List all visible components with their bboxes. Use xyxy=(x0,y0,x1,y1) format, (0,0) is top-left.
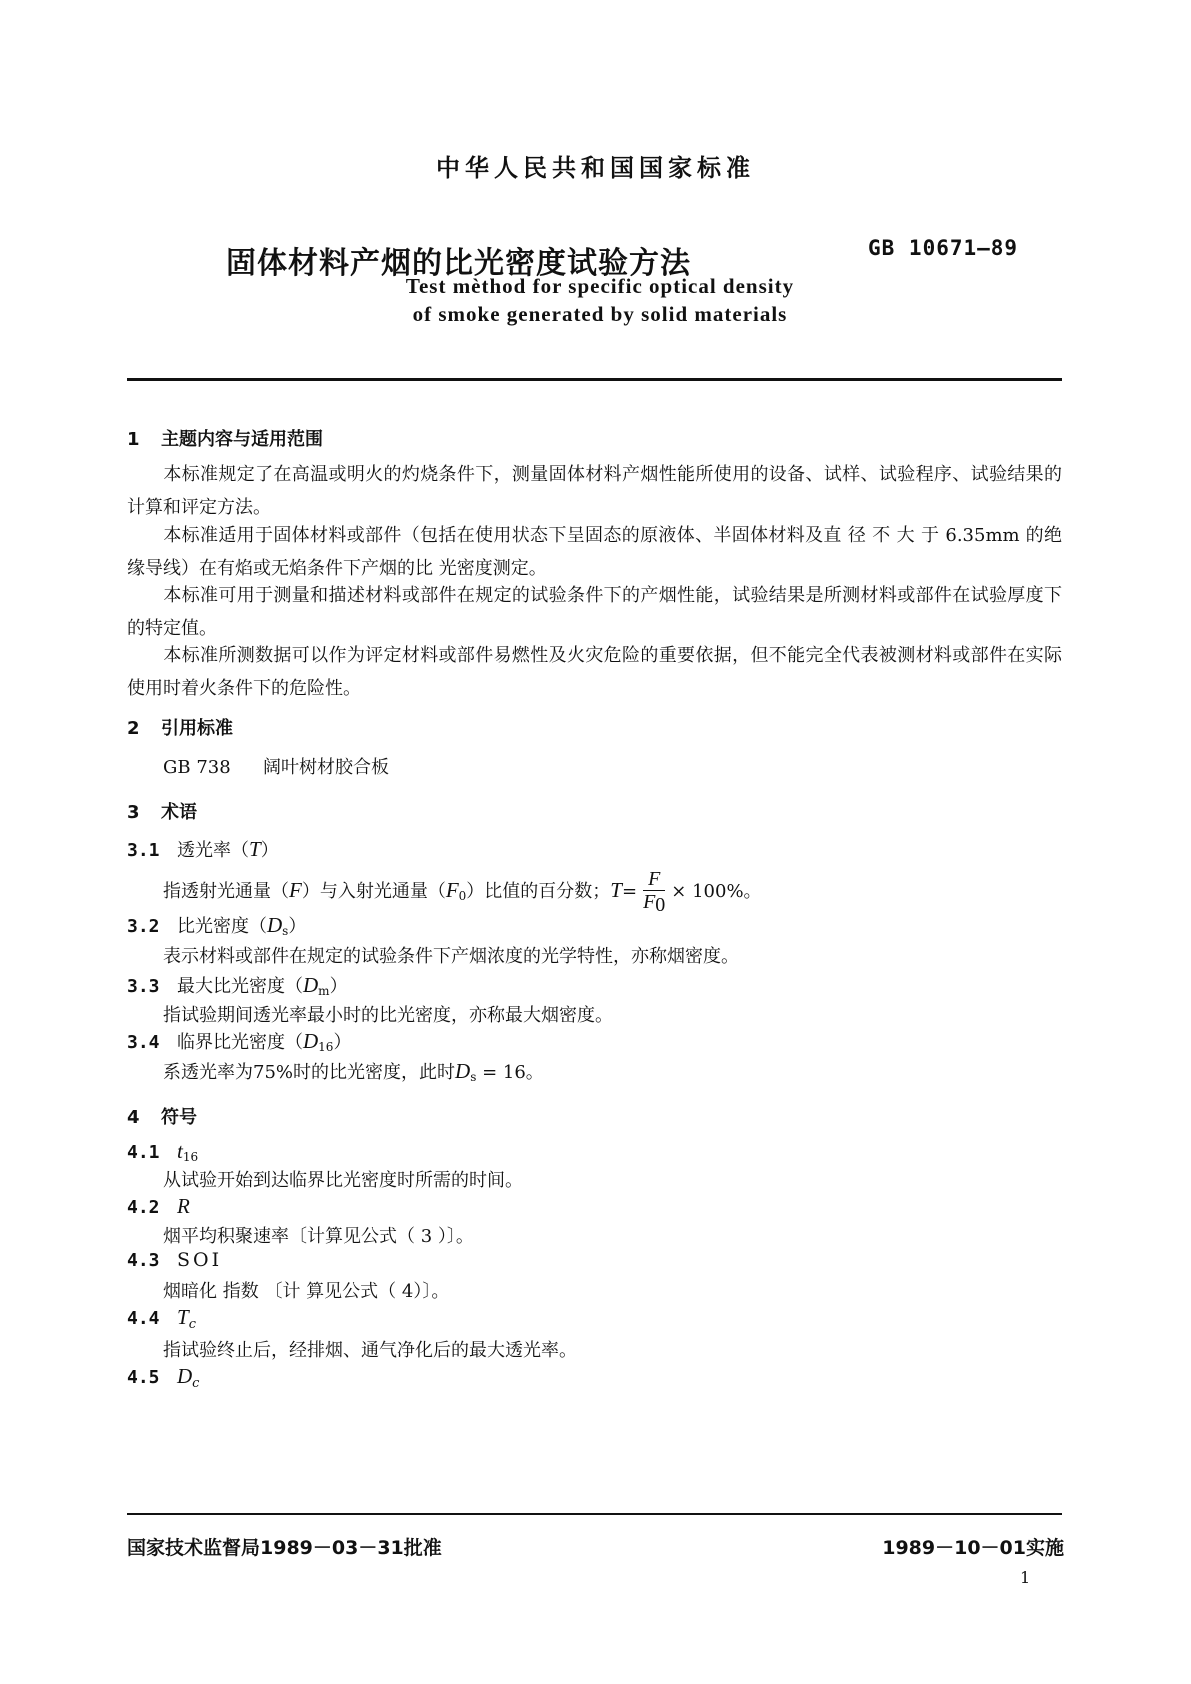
symbol-name: t xyxy=(177,1139,183,1163)
reference-code: GB 738 xyxy=(163,757,231,778)
paragraph-text: 本标准适用于固体材料或部件（包括在使用状态下呈固态的原液体、半固体材料及直 径 不 大 于 6.35mm 的绝缘导线）在有焰或无焰条件下产烟的比 光密度测定。 xyxy=(127,525,1062,579)
item-number: 4.3 xyxy=(127,1250,160,1271)
term-subscript: m xyxy=(318,984,330,998)
item-number: 3.1 xyxy=(127,840,160,861)
paragraph-text: 本标准所测数据可以作为评定材料或部件易燃性及火灾危险的重要依据，但不能完全代表被测材料或部件在实际使用时着火条件下的危险性。 xyxy=(127,645,1062,699)
standard-header: 中华人民共和国国家标准 xyxy=(436,154,755,182)
section-number: 3 xyxy=(127,802,140,823)
item-number: 4.1 xyxy=(127,1142,160,1163)
term-symbol: T xyxy=(249,837,261,861)
term-label: 最大比光密度（ xyxy=(177,976,303,997)
formula-tail: × 100%。 xyxy=(671,881,762,902)
section-number: 4 xyxy=(127,1107,140,1128)
implementation-date: 1989－10－01实施 xyxy=(882,1537,1064,1559)
symbol-4-4-definition: 指试验终止后，经排烟、通气净化后的最大透光率。 xyxy=(163,1340,577,1361)
formula-equals: = xyxy=(621,881,638,902)
term-symbol: D xyxy=(303,1029,319,1053)
section-1-paragraph-4 xyxy=(127,639,1062,705)
term-label: 透光率（ xyxy=(177,840,249,861)
symbol-subscript: s xyxy=(470,1070,477,1084)
paragraph-text: 本标准规定了在高温或明火的灼烧条件下，测量固体材料产烟性能所使用的设备、试样、试验程序、试验结果的计算和评定方法。 xyxy=(127,464,1062,518)
term-3-2 xyxy=(127,912,306,938)
symbol-4-1 xyxy=(127,1139,198,1164)
term-3-1 xyxy=(127,836,279,862)
symbol-name: T xyxy=(177,1305,189,1329)
item-number: 3.3 xyxy=(127,976,160,997)
section-number: 1 xyxy=(127,429,140,450)
symbol-Ds: D xyxy=(455,1059,471,1083)
reference-standard xyxy=(163,753,389,779)
symbol-subscript: c xyxy=(188,1317,196,1332)
term-close: ） xyxy=(288,916,307,937)
symbol-4-3-definition: 烟暗化 指数 〔计 算见公式（ 4）〕。 xyxy=(163,1281,450,1302)
section-2-heading xyxy=(127,714,233,740)
section-title: 引用标准 xyxy=(161,718,233,739)
formula-fraction xyxy=(643,868,665,916)
definition-text: 系透光率为75%时的比光密度，此时 xyxy=(163,1062,456,1083)
symbol-4-5 xyxy=(127,1364,199,1391)
symbol-name: SOI xyxy=(177,1249,223,1271)
symbol-4-4 xyxy=(127,1305,196,1332)
term-3-4 xyxy=(127,1028,351,1054)
section-4-heading xyxy=(127,1103,197,1129)
term-3-4-definition xyxy=(163,1058,544,1084)
section-title: 主题内容与适用范围 xyxy=(161,429,323,450)
symbol-subscript: 16 xyxy=(182,1150,199,1164)
section-1-heading xyxy=(127,425,323,451)
title-english-line-1: Test mèthod for specific optical density xyxy=(405,274,795,298)
term-symbol: D xyxy=(267,913,283,937)
header-rule xyxy=(127,378,1062,381)
section-title: 术语 xyxy=(161,802,197,823)
term-symbol: D xyxy=(303,973,319,997)
paragraph-text: 本标准可用于测量和描述材料或部件在规定的试验条件下的产烟性能，试验结果是所测材料或部件在试验厚度下的特定值。 xyxy=(127,585,1062,639)
term-subscript: 16 xyxy=(318,1040,334,1054)
symbol-name: D xyxy=(177,1364,193,1388)
term-3-3 xyxy=(127,972,348,998)
symbol-F: F xyxy=(289,878,302,902)
item-number: 4.2 xyxy=(127,1197,160,1218)
term-label: 比光密度（ xyxy=(177,916,267,937)
footer-rule xyxy=(127,1513,1062,1515)
denominator-subscript: 0 xyxy=(655,894,666,916)
term-close: ） xyxy=(333,1032,352,1053)
definition-text: ）比值的百分数； xyxy=(466,881,611,902)
formula-T: T xyxy=(610,878,622,902)
title-english-line-2: of smoke generated by solid materials xyxy=(412,302,788,326)
item-number: 4.5 xyxy=(127,1367,160,1388)
term-subscript: s xyxy=(282,924,289,938)
symbol-F0: F xyxy=(445,878,459,902)
symbol-subscript: c xyxy=(192,1376,200,1391)
term-3-1-definition xyxy=(163,868,762,916)
symbol-4-3 xyxy=(127,1249,222,1271)
definition-text: = 16。 xyxy=(476,1062,544,1083)
section-1-paragraph-3 xyxy=(127,579,1062,645)
symbol-4-2 xyxy=(127,1194,190,1219)
reference-name: 阔叶树材胶合板 xyxy=(263,757,389,778)
fraction-denominator xyxy=(643,890,665,916)
definition-text: ）与入射光通量（ xyxy=(301,881,446,902)
term-3-3-definition: 指试验期间透光率最小时的比光密度，亦称最大烟密度。 xyxy=(163,1005,613,1026)
fraction-numerator: F xyxy=(648,868,661,890)
symbol-4-2-definition: 烟平均积聚速率〔计算见公式（ 3 ）〕。 xyxy=(163,1226,474,1247)
item-number: 3.2 xyxy=(127,916,160,937)
page-number: 1 xyxy=(1020,1568,1031,1587)
title-chinese: 固体材料产烟的比光密度试验方法 xyxy=(226,246,691,281)
standard-number: GB 10671—89 xyxy=(868,236,1019,260)
term-close: ） xyxy=(260,840,279,861)
approval-date: 国家技术监督局1989－03－31批准 xyxy=(127,1537,442,1559)
term-close: ） xyxy=(329,976,348,997)
section-title: 符号 xyxy=(161,1107,197,1128)
definition-text: 指透射光通量（ xyxy=(163,881,289,902)
item-number: 3.4 xyxy=(127,1032,160,1053)
symbol-4-1-definition: 从试验开始到达临界比光密度时所需的时间。 xyxy=(163,1170,523,1191)
denominator-symbol: F xyxy=(643,891,656,913)
symbol-subscript: 0 xyxy=(458,889,467,903)
symbol-name: R xyxy=(177,1194,190,1218)
term-3-2-definition: 表示材料或部件在规定的试验条件下产烟浓度的光学特性，亦称烟密度。 xyxy=(163,946,739,967)
item-number: 4.4 xyxy=(127,1308,160,1329)
section-1-paragraph-2 xyxy=(127,519,1062,585)
section-1-paragraph-1 xyxy=(127,458,1062,524)
term-label: 临界比光密度（ xyxy=(177,1032,303,1053)
section-3-heading xyxy=(127,798,197,824)
section-number: 2 xyxy=(127,718,140,739)
